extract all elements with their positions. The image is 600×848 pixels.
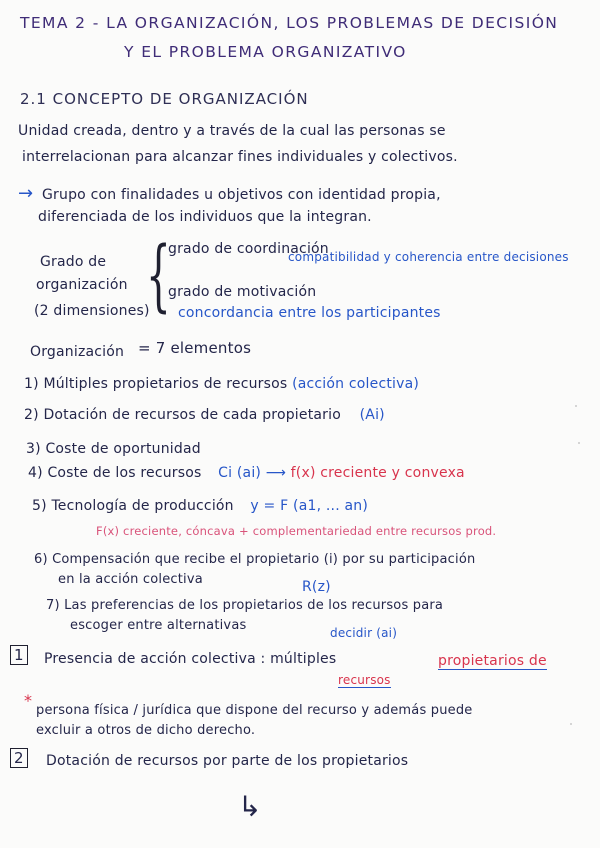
paper-dot — [578, 442, 580, 444]
list-item-text: Tecnología de producción — [51, 498, 234, 514]
list-item-4 — [28, 464, 465, 482]
list-item-2 — [24, 406, 385, 424]
definition-line-2: interrelacionan para alcanzar fines individuales y colectivos. — [22, 149, 458, 165]
footnote-star: * — [24, 691, 33, 710]
list-item-6-formula: R(z) — [302, 579, 331, 595]
box-number-2: 2 — [10, 748, 28, 768]
list-item-number: 7) — [46, 598, 60, 613]
grado-left-3: (2 dimensiones) — [34, 303, 150, 319]
box-number-1: 1 — [10, 645, 28, 665]
arrow-icon: → — [18, 183, 34, 204]
grado-coordinacion: grado de coordinación — [168, 241, 329, 257]
list-item-note: (Ai) — [359, 407, 385, 423]
group-line-2: diferenciada de los individuos que la integran. — [38, 209, 372, 225]
elementos-label: = 7 elementos — [138, 339, 252, 357]
list-item-note: f(x) creciente y convexa — [290, 465, 465, 481]
list-item-number: 6) — [34, 552, 48, 567]
paper-dot — [575, 405, 577, 407]
list-item-5 — [32, 497, 368, 515]
grado-motivacion-note: concordancia entre los participantes — [178, 305, 441, 321]
box-2-text: Dotación de recursos por parte de los propietarios — [46, 753, 409, 769]
footnote-line-1: persona física / jurídica que dispone del recurso y además puede — [36, 703, 473, 718]
list-item-text: Coste de oportunidad — [45, 441, 201, 457]
grado-left-1: Grado de — [40, 254, 107, 270]
list-item-number: 5) — [32, 498, 47, 514]
title-line-1: TEMA 2 - LA ORGANIZACIÓN, LOS PROBLEMAS DE DECISIÓN — [20, 14, 559, 32]
organizacion-label: Organización — [30, 344, 125, 360]
list-item-number: 4) — [28, 465, 43, 481]
continue-arrow-icon: ↳ — [238, 790, 262, 823]
box-1-highlight-2 — [338, 671, 391, 689]
box-1-highlight-line-1: propietarios de — [438, 653, 547, 669]
list-item-7-cont: escoger entre alternativas — [70, 618, 247, 633]
box-1-text: Presencia de acción colectiva : múltiples — [44, 651, 337, 667]
list-item-formula: y = F (a1, ... an) — [250, 498, 369, 514]
list-item-7 — [46, 597, 443, 615]
grado-left-2: organización — [36, 277, 128, 293]
grado-motivacion: grado de motivación — [168, 284, 317, 300]
box-1-highlight — [438, 652, 547, 670]
definition-line-1: Unidad creada, dentro y a través de la cual las personas se — [18, 123, 446, 139]
item-5-note: F(x) creciente, cóncava + complementariedad entre recursos prod. — [96, 524, 497, 538]
title-line-2: Y EL PROBLEMA ORGANIZATIVO — [124, 43, 407, 61]
list-item-text: Múltiples propietarios de recursos — [43, 376, 288, 392]
list-item-formula: Ci (ai) ⟶ — [218, 465, 287, 481]
section-heading: 2.1 CONCEPTO DE ORGANIZACIÓN — [20, 90, 309, 108]
list-item-text: Compensación que recibe el propietario (i) por su participación — [52, 552, 476, 567]
footnote-line-2: excluir a otros de dicho derecho. — [36, 723, 256, 738]
paper-dot — [570, 723, 572, 725]
list-item-text: Coste de los recursos — [47, 465, 202, 481]
group-line-1: Grupo con finalidades u objetivos con identidad propia, — [42, 187, 441, 203]
list-item-number: 3) — [26, 441, 41, 457]
list-item-6 — [34, 551, 475, 569]
list-item-3 — [26, 440, 201, 458]
list-item-number: 2) — [24, 407, 39, 423]
list-item-text: Las preferencias de los propietarios de los recursos para — [64, 598, 444, 613]
list-item-number: 1) — [24, 376, 39, 392]
list-item-1 — [24, 375, 419, 393]
brace-icon: { — [146, 231, 171, 321]
list-item-note: (acción colectiva) — [292, 376, 420, 392]
grado-coordinacion-note: compatibilidad y coherencia entre decisiones — [288, 250, 569, 264]
list-item-text: Dotación de recursos de cada propietario — [43, 407, 341, 423]
list-item-7-note: decidir (ai) — [330, 626, 398, 640]
list-item-6-cont: en la acción colectiva — [58, 572, 203, 587]
box-1-highlight-line-2: recursos — [338, 673, 391, 687]
